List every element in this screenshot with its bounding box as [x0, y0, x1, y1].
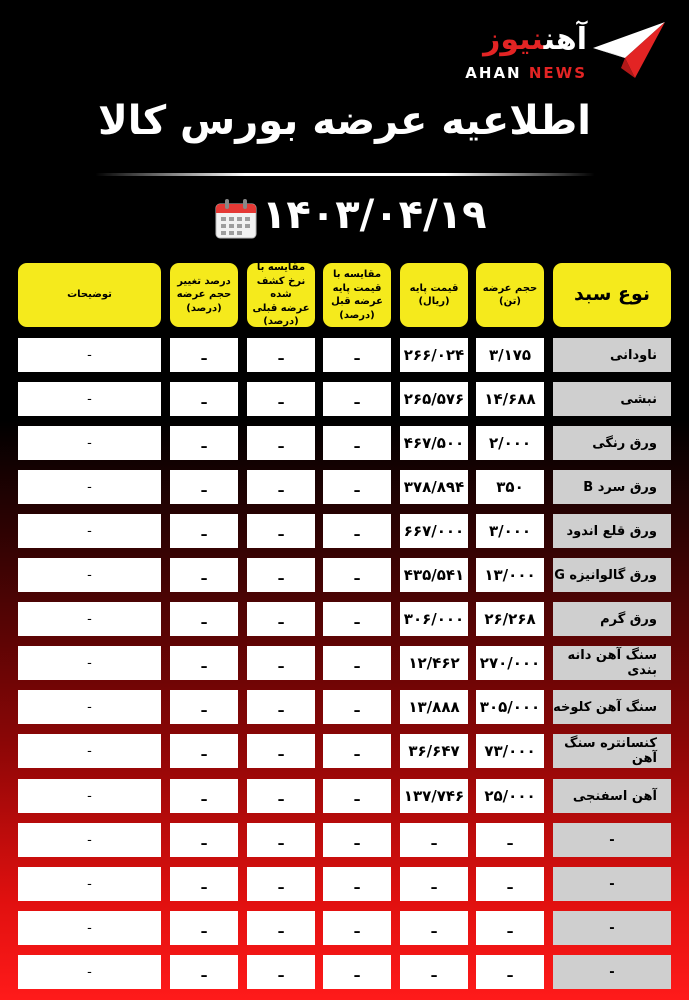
supply-volume-cell: ـ — [476, 867, 544, 901]
volume-change-cell: ـ — [170, 338, 238, 372]
logo-english-text — [465, 64, 587, 82]
notes-cell: - — [18, 690, 161, 724]
paper-plane-icon — [591, 18, 667, 82]
title-divider — [95, 173, 595, 176]
notes-cell: - — [18, 823, 161, 857]
volume-change-cell: ـ — [170, 911, 238, 945]
base-price-cell: ۲۶۵/۵۷۶ — [400, 382, 468, 416]
volume-change-cell: ـ — [170, 602, 238, 636]
volume-change-cell: ـ — [170, 690, 238, 724]
supply-volume-cell: ۷۳/۰۰۰ — [476, 734, 544, 768]
base-price-cell: ۴۳۵/۵۴۱ — [400, 558, 468, 592]
compare-base-price-cell: ـ — [323, 382, 391, 416]
volume-change-cell: ـ — [170, 514, 238, 548]
basket-type-cell: آهن اسفنجی — [553, 779, 671, 813]
header-compare-discovered-rate: مقایسه با نرخ کشف شده عرضه قبلی (درصد) — [247, 263, 315, 327]
compare-discovered-rate-cell: ـ — [247, 426, 315, 460]
page-title: اطلاعیه عرضه بورس کالا — [98, 98, 591, 144]
base-price-cell: ـ — [400, 911, 468, 945]
compare-discovered-rate-cell: ـ — [247, 911, 315, 945]
notes-cell: - — [18, 646, 161, 680]
notes-cell: - — [18, 382, 161, 416]
basket-type-cell: سنگ آهن کلوخه — [553, 690, 671, 724]
supply-volume-cell: ـ — [476, 823, 544, 857]
supply-volume-cell: ۳/۱۷۵ — [476, 338, 544, 372]
base-price-cell: ۳۰۶/۰۰۰ — [400, 602, 468, 636]
base-price-cell: ـ — [400, 955, 468, 989]
basket-type-cell: ورق گرم — [553, 602, 671, 636]
basket-type-cell: نبشی — [553, 382, 671, 416]
volume-change-cell: ـ — [170, 646, 238, 680]
basket-type-cell: ناودانی — [553, 338, 671, 372]
compare-discovered-rate-cell: ـ — [247, 779, 315, 813]
notes-cell: - — [18, 602, 161, 636]
notes-cell: - — [18, 558, 161, 592]
volume-change-cell: ـ — [170, 867, 238, 901]
compare-base-price-cell: ـ — [323, 734, 391, 768]
logo-en-red: NEWS — [528, 64, 587, 82]
compare-base-price-cell: ـ — [323, 779, 391, 813]
supply-volume-cell: ۱۳/۰۰۰ — [476, 558, 544, 592]
notes-cell: - — [18, 514, 161, 548]
volume-change-cell: ـ — [170, 823, 238, 857]
supply-volume-cell: ـ — [476, 955, 544, 989]
compare-base-price-cell: ـ — [323, 823, 391, 857]
supply-volume-cell: ـ — [476, 911, 544, 945]
logo-fa-red: نیوز — [483, 22, 544, 57]
header-base-price: قیمت پایه (ریال) — [400, 263, 468, 327]
compare-discovered-rate-cell: ـ — [247, 602, 315, 636]
notes-cell: - — [18, 955, 161, 989]
base-price-cell: ۳۶/۶۴۷ — [400, 734, 468, 768]
compare-discovered-rate-cell: ـ — [247, 470, 315, 504]
volume-change-cell: ـ — [170, 558, 238, 592]
compare-discovered-rate-cell: ـ — [247, 690, 315, 724]
base-price-cell: ۱۲/۴۶۲ — [400, 646, 468, 680]
basket-type-cell: - — [553, 911, 671, 945]
supply-volume-cell: ۲۵/۰۰۰ — [476, 779, 544, 813]
compare-discovered-rate-cell: ـ — [247, 823, 315, 857]
compare-discovered-rate-cell: ـ — [247, 382, 315, 416]
notes-cell: - — [18, 867, 161, 901]
header-basket-type: نوع سبد — [553, 263, 671, 327]
notes-cell: - — [18, 470, 161, 504]
base-price-cell: ۴۶۷/۵۰۰ — [400, 426, 468, 460]
compare-base-price-cell: ـ — [323, 955, 391, 989]
logo-en-white: AHAN — [465, 64, 522, 82]
compare-base-price-cell: ـ — [323, 338, 391, 372]
supply-volume-cell: ۲۶/۲۶۸ — [476, 602, 544, 636]
notes-cell: - — [18, 426, 161, 460]
basket-type-cell: کنسانتره سنگ آهن — [553, 734, 671, 768]
ahan-news-logo — [417, 18, 667, 88]
basket-type-cell: ورق قلع اندود — [553, 514, 671, 548]
supply-volume-cell: ۳۰۵/۰۰۰ — [476, 690, 544, 724]
logo-persian-text — [483, 22, 587, 57]
basket-type-cell: - — [553, 867, 671, 901]
notes-cell: - — [18, 338, 161, 372]
calendar-icon — [214, 198, 258, 240]
header-compare-base-price: مقایسه با قیمت پایه عرضه قبل (درصد) — [323, 263, 391, 327]
supply-volume-cell: ۲/۰۰۰ — [476, 426, 544, 460]
base-price-cell: ۲۶۶/۰۲۴ — [400, 338, 468, 372]
compare-discovered-rate-cell: ـ — [247, 646, 315, 680]
supply-volume-cell: ۳۵۰ — [476, 470, 544, 504]
volume-change-cell: ـ — [170, 426, 238, 460]
supply-volume-cell: ۳/۰۰۰ — [476, 514, 544, 548]
header-volume-change: درصد تغییر حجم عرضه (درصد) — [170, 263, 238, 327]
base-price-cell: ۳۷۸/۸۹۴ — [400, 470, 468, 504]
basket-type-cell: ورق سرد B — [553, 470, 671, 504]
compare-base-price-cell: ـ — [323, 602, 391, 636]
supply-volume-cell: ۱۴/۶۸۸ — [476, 382, 544, 416]
base-price-cell: ۶۶۷/۰۰۰ — [400, 514, 468, 548]
compare-discovered-rate-cell: ـ — [247, 734, 315, 768]
compare-base-price-cell: ـ — [323, 911, 391, 945]
compare-base-price-cell: ـ — [323, 646, 391, 680]
compare-discovered-rate-cell: ـ — [247, 338, 315, 372]
volume-change-cell: ـ — [170, 382, 238, 416]
notes-cell: - — [18, 734, 161, 768]
compare-base-price-cell: ـ — [323, 470, 391, 504]
compare-base-price-cell: ـ — [323, 867, 391, 901]
compare-discovered-rate-cell: ـ — [247, 867, 315, 901]
compare-discovered-rate-cell: ـ — [247, 514, 315, 548]
basket-type-cell: سنگ آهن دانه بندی — [553, 646, 671, 680]
base-price-cell: ـ — [400, 867, 468, 901]
basket-type-cell: - — [553, 823, 671, 857]
compare-base-price-cell: ـ — [323, 690, 391, 724]
volume-change-cell: ـ — [170, 955, 238, 989]
header-notes: توضیحات — [18, 263, 161, 327]
basket-type-cell: ورق گالوانیزه G — [553, 558, 671, 592]
volume-change-cell: ـ — [170, 779, 238, 813]
compare-base-price-cell: ـ — [323, 426, 391, 460]
logo-fa-white: آهن — [543, 22, 587, 57]
header-supply-volume: حجم عرضه (تن) — [476, 263, 544, 327]
compare-discovered-rate-cell: ـ — [247, 955, 315, 989]
volume-change-cell: ـ — [170, 470, 238, 504]
date-row — [0, 190, 689, 250]
compare-base-price-cell: ـ — [323, 558, 391, 592]
notes-cell: - — [18, 779, 161, 813]
supply-volume-cell: ۲۷۰/۰۰۰ — [476, 646, 544, 680]
base-price-cell: ۱۳/۸۸۸ — [400, 690, 468, 724]
compare-base-price-cell: ـ — [323, 514, 391, 548]
base-price-cell: ـ — [400, 823, 468, 857]
compare-discovered-rate-cell: ـ — [247, 558, 315, 592]
basket-type-cell: ورق رنگی — [553, 426, 671, 460]
base-price-cell: ۱۳۷/۷۴۶ — [400, 779, 468, 813]
basket-type-cell: - — [553, 955, 671, 989]
volume-change-cell: ـ — [170, 734, 238, 768]
notes-cell: - — [18, 911, 161, 945]
date-label: ۱۴۰۳/۰۴/۱۹ — [262, 192, 487, 238]
